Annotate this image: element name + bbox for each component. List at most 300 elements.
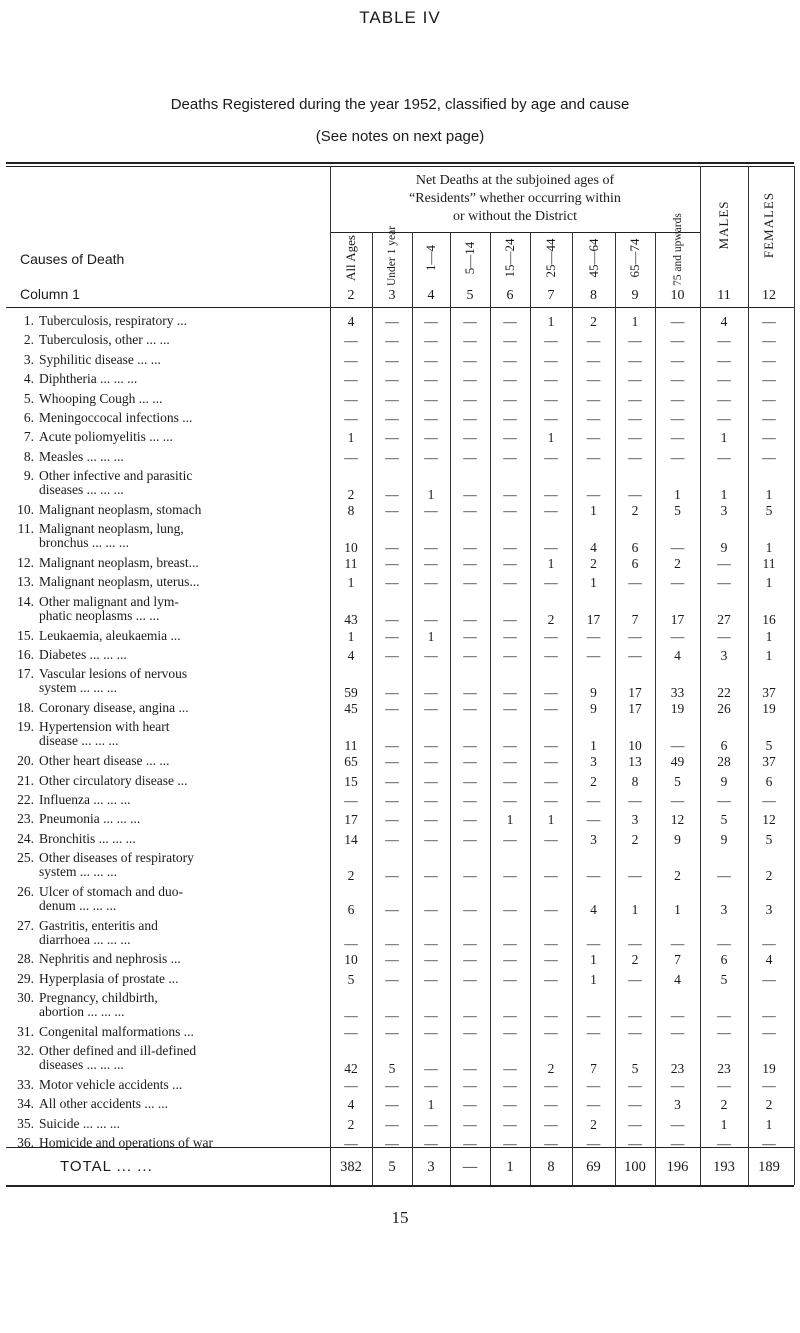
total-cell: 3	[427, 1159, 435, 1175]
table-cell: —	[344, 935, 358, 951]
table-cell: —	[503, 411, 517, 426]
cause-text: Coronary disease, angina ...	[39, 700, 189, 715]
table-cell: —	[717, 935, 731, 951]
table-cell: —	[385, 391, 399, 407]
cause-label	[12, 595, 332, 623]
table-cell: —	[463, 575, 477, 591]
table-cell: 3	[765, 902, 773, 918]
table-cell: —	[717, 449, 731, 465]
table-cell: —	[344, 391, 358, 407]
cause-text: Meningoccocal infections ...	[39, 410, 193, 425]
table-cell: 14	[344, 831, 358, 847]
table-cell: 1	[674, 902, 681, 918]
cause-text: diseases ... ... ...	[39, 482, 124, 498]
table-cell: —	[463, 411, 477, 426]
cause-number: 33.	[17, 1076, 34, 1092]
table-cell: —	[503, 935, 517, 951]
table-cell: 9	[720, 773, 728, 789]
cause-text: phatic neoplasms ... ...	[39, 607, 160, 623]
cause-label	[12, 1136, 332, 1150]
table-cell: 2	[590, 773, 597, 789]
cause-number: 19.	[17, 719, 34, 735]
cause-text: Diphtheria ... ... ...	[39, 371, 138, 387]
cause-text: Other heart disease ... ...	[39, 753, 170, 769]
table-cell: —	[717, 792, 731, 808]
cause-text: Other diseases of respiratory	[39, 850, 194, 866]
table-cell: —	[463, 539, 477, 555]
table-cell: 13	[628, 754, 642, 770]
table-cell: —	[344, 449, 358, 465]
table-cell: —	[670, 575, 685, 591]
cause-text: Diabetes ... ... ...	[39, 646, 127, 662]
column-header-7: 25—44	[543, 238, 558, 278]
table-cell: —	[424, 1061, 438, 1077]
cause-label	[12, 952, 332, 966]
table-cell: —	[385, 971, 399, 987]
table-cell: —	[385, 411, 399, 426]
cause-label	[12, 1025, 332, 1039]
table-cell: —	[503, 754, 517, 770]
table-cell: 4	[765, 952, 773, 968]
table-cell: 2	[590, 1116, 597, 1132]
total-cell: —	[462, 1159, 478, 1175]
total-cell: 69	[586, 1159, 601, 1175]
cause-text: Other circulatory disease ...	[39, 772, 188, 788]
column-header-3: Under 1 year	[386, 225, 398, 286]
table-cell: 4	[674, 971, 681, 987]
table-cell: —	[385, 792, 399, 808]
table-cell: —	[544, 372, 558, 388]
cause-text: Malignant neoplasm, uterus...	[39, 574, 200, 590]
total-cell: 382	[340, 1159, 362, 1175]
column-number-2: 2	[347, 288, 355, 303]
table-cell: —	[344, 333, 358, 349]
table-cell: 2	[547, 612, 555, 628]
table-cell: —	[463, 628, 477, 644]
table-cell: —	[628, 1024, 642, 1040]
table-note: (See notes on next page)	[315, 128, 485, 145]
total-cell: 8	[547, 1159, 555, 1175]
table-cell: —	[385, 502, 399, 518]
cause-number: 4.	[23, 371, 34, 387]
table-cell: —	[586, 1097, 601, 1113]
table-cell: —	[463, 1116, 477, 1132]
column-header-5: 5—14	[462, 241, 477, 275]
table-cell: —	[424, 812, 438, 828]
column-header-10: 75 and upwards	[671, 213, 684, 286]
table-cell: 2	[674, 868, 681, 884]
cause-label	[12, 556, 332, 570]
table-cell: —	[503, 352, 517, 368]
cause-label	[12, 774, 332, 788]
table-cell: —	[503, 902, 517, 918]
table-cell: —	[424, 333, 438, 349]
table-cell: —	[717, 1024, 731, 1040]
table-cell: 1	[506, 812, 514, 828]
table-cell: —	[717, 352, 731, 368]
table-cell: —	[503, 647, 517, 663]
table-cell: 17	[628, 684, 642, 700]
table-cell: —	[628, 1077, 642, 1093]
table-cell: 65	[344, 754, 358, 770]
table-cell: —	[463, 952, 477, 968]
table-cell: —	[586, 486, 601, 502]
table-cell: —	[586, 352, 601, 368]
table-cell: —	[503, 1008, 517, 1024]
table-cell: —	[586, 1077, 601, 1093]
table-cell: —	[717, 391, 731, 407]
table-cell: —	[463, 1061, 477, 1077]
table-cell: 1	[765, 486, 773, 502]
table-cell: —	[344, 792, 358, 808]
table-cell: 3	[590, 831, 597, 847]
table-cell: —	[717, 868, 731, 884]
cause-text: abortion ... ... ...	[39, 1004, 125, 1019]
table-cell: 4	[590, 539, 597, 555]
table-cell: —	[385, 831, 399, 847]
table-cell: —	[424, 502, 438, 518]
cause-number: 14.	[17, 593, 34, 609]
table-cell: —	[544, 792, 558, 808]
table-cell: —	[344, 1077, 358, 1093]
table-cell: —	[463, 430, 477, 446]
table-cell: —	[463, 773, 477, 789]
column-divider	[655, 232, 656, 1185]
page-number: 15	[391, 1208, 409, 1227]
table-cell: —	[385, 812, 399, 828]
total-cell: 189	[758, 1159, 780, 1175]
table-cell: 2	[674, 556, 681, 571]
table-cell: 8	[347, 502, 355, 518]
table-cell: —	[463, 352, 477, 368]
table-cell: —	[762, 449, 776, 465]
cause-number: 16.	[17, 646, 34, 662]
column-header-8: 45—64	[585, 238, 601, 278]
table-bottom-rule	[6, 1185, 794, 1187]
table-cell: 6	[720, 952, 728, 968]
cause-number: 9.	[23, 468, 34, 484]
table-cell: —	[385, 430, 399, 446]
table-cell: —	[628, 935, 642, 951]
table-cell: —	[344, 372, 358, 388]
table-cell: 27	[717, 612, 731, 628]
table-cell: —	[628, 1008, 642, 1024]
cause-text: bronchus ... ... ...	[39, 535, 129, 551]
table-cell: 1	[674, 486, 681, 502]
table-cell: —	[424, 1116, 438, 1132]
table-cell: —	[503, 575, 517, 591]
cause-label	[12, 919, 332, 947]
cause-number: 22.	[17, 791, 34, 807]
table-cell: —	[463, 1136, 477, 1151]
table-cell: 2	[765, 1097, 773, 1113]
table-cell: 3	[674, 1097, 681, 1113]
cause-label	[12, 648, 332, 662]
table-cell: —	[424, 647, 438, 663]
table-cell: 5	[674, 773, 681, 789]
table-cell: 7	[590, 1061, 597, 1077]
cause-text: Acute poliomyelitis ... ...	[39, 429, 173, 445]
cause-number: 29.	[17, 970, 34, 986]
cause-text: Motor vehicle accidents ...	[39, 1076, 183, 1092]
column-number-8: 8	[590, 288, 597, 303]
cause-label	[12, 754, 332, 768]
table-cell: 4	[674, 647, 681, 663]
cause-text: Hyperplasia of prostate ...	[39, 970, 179, 986]
table-cell: —	[503, 701, 517, 716]
table-cell: 17	[670, 612, 685, 628]
table-cell: 4	[720, 314, 728, 329]
cause-number: 1.	[23, 313, 34, 328]
table-cell: —	[463, 1024, 477, 1040]
cause-number: 13.	[17, 574, 34, 590]
table-cell: —	[762, 333, 776, 349]
table-cell: —	[463, 971, 477, 987]
table-cell: —	[670, 1008, 685, 1024]
table-cell: —	[717, 556, 731, 571]
table-cell: 2	[347, 868, 355, 884]
table-cell: 1	[765, 1116, 773, 1132]
table-cell: —	[424, 868, 438, 884]
table-cell: —	[503, 628, 517, 644]
cause-label	[12, 333, 332, 347]
table-cell: —	[344, 1024, 358, 1040]
table-cell: —	[670, 737, 685, 753]
column-number-4: 4	[427, 288, 435, 303]
table-cell: —	[503, 486, 517, 502]
cause-label	[12, 832, 332, 846]
table-cell: —	[385, 314, 399, 329]
cause-label	[12, 372, 332, 386]
table-cell: —	[544, 502, 558, 518]
cause-label	[12, 851, 332, 879]
cause-number: 35.	[17, 1115, 34, 1131]
table-cell: —	[424, 314, 438, 329]
table-cell: —	[463, 556, 477, 571]
table-cell: 1	[590, 575, 597, 591]
column-number-12: 12	[762, 288, 776, 303]
table-cell: 1	[590, 971, 597, 987]
total-cell: 1	[506, 1159, 514, 1175]
table-cell: —	[544, 737, 558, 753]
table-cell: 1	[427, 486, 435, 502]
table-cell: 3	[720, 647, 728, 663]
table-cell: 2	[347, 486, 355, 502]
table-cell: —	[385, 372, 399, 388]
table-cell: —	[385, 1097, 399, 1113]
table-cell: —	[762, 1008, 776, 1024]
cause-text: Malignant neoplasm, lung,	[39, 521, 184, 537]
column-header-12: FEMALES	[761, 191, 776, 259]
table-cell: —	[385, 628, 399, 644]
cause-number: 18.	[17, 700, 34, 715]
cause-label	[12, 430, 332, 444]
cause-text: Other malignant and lym-	[39, 593, 179, 609]
table-cell: —	[424, 556, 438, 571]
table-cell: —	[424, 612, 438, 628]
table-cell: —	[762, 411, 776, 426]
cause-label	[12, 392, 332, 406]
table-cell: 1	[347, 430, 355, 446]
table-cell: —	[463, 935, 477, 951]
table-cell: —	[385, 935, 399, 951]
table-cell: —	[344, 1136, 358, 1151]
table-cell: 11	[762, 556, 776, 571]
table-cell: 5	[720, 971, 728, 987]
table-cell: 4	[347, 314, 355, 329]
table-cell: —	[670, 539, 685, 555]
table-cell: —	[717, 628, 731, 644]
table-cell: —	[503, 952, 517, 968]
table-cell: —	[586, 868, 601, 884]
table-cell: —	[544, 647, 558, 663]
cause-text: Gastritis, enteritis and	[39, 917, 158, 933]
cause-number: 23.	[17, 811, 34, 827]
cause-text: Other defined and ill-defined	[39, 1043, 197, 1059]
cause-number: 17.	[17, 666, 34, 682]
table-cell: 16	[762, 612, 776, 628]
table-cell: —	[385, 449, 399, 465]
cause-label	[12, 522, 332, 550]
table-cell: —	[424, 737, 438, 753]
column-label: Column 1	[20, 286, 80, 302]
column-number-10: 10	[670, 288, 685, 303]
table-cell: 2	[631, 831, 639, 847]
total-cell: 5	[388, 1159, 396, 1175]
cause-number: 30.	[17, 990, 34, 1005]
table-cell: —	[463, 612, 477, 628]
table-cell: 23	[717, 1061, 731, 1077]
table-cell: 6	[720, 737, 728, 753]
table-cell: —	[628, 372, 642, 388]
cause-label	[12, 1044, 332, 1072]
table-cell: 2	[631, 952, 639, 968]
table-cell: —	[503, 430, 517, 446]
table-cell: —	[670, 430, 685, 446]
table-cell: —	[670, 792, 685, 808]
cause-label	[12, 1078, 332, 1092]
column-number-3: 3	[388, 288, 396, 303]
table-cell: —	[762, 1136, 776, 1151]
table-cell: —	[628, 971, 642, 987]
cause-text: Syphilitic disease ... ...	[39, 351, 161, 367]
table-cell: 45	[344, 701, 358, 716]
table-cell: —	[544, 449, 558, 465]
cause-number: 26.	[17, 883, 34, 899]
table-cell: —	[628, 430, 642, 446]
table-cell: —	[344, 1008, 358, 1024]
cause-label	[12, 720, 332, 748]
table-cell: —	[544, 1136, 558, 1151]
table-cell: —	[385, 701, 399, 716]
cause-text: Leukaemia, aleukaemia ...	[39, 627, 181, 643]
table-cell: —	[544, 1097, 558, 1113]
table-cell: —	[544, 628, 558, 644]
cause-label	[12, 469, 332, 497]
table-cell: —	[503, 333, 517, 349]
table-cell: 12	[762, 812, 776, 828]
column-number-7: 7	[547, 288, 555, 303]
table-cell: —	[544, 952, 558, 968]
cause-number: 12.	[17, 555, 34, 570]
causes-header: Causes of Death	[20, 251, 125, 267]
table-cell: 23	[670, 1061, 685, 1077]
cause-number: 10.	[17, 501, 34, 517]
table-cell: 6	[631, 556, 639, 571]
cause-text: denum ... ... ...	[39, 897, 117, 913]
cause-number: 34.	[17, 1096, 34, 1112]
table-cell: —	[424, 792, 438, 808]
table-cell: 19	[762, 701, 776, 716]
table-cell: —	[385, 1136, 399, 1151]
table-cell: —	[385, 902, 399, 918]
cause-number: 3.	[23, 351, 34, 367]
table-cell: —	[503, 449, 517, 465]
table-cell: —	[503, 868, 517, 884]
table-cell: —	[424, 1136, 438, 1151]
column-divider	[700, 166, 701, 1185]
cause-text: Suicide ... ... ...	[39, 1115, 120, 1131]
table-cell: —	[544, 352, 558, 368]
column-header-9: 65—74	[627, 238, 642, 278]
table-cell: —	[670, 628, 685, 644]
cause-text: Vascular lesions of nervous	[39, 666, 188, 682]
table-cell: —	[762, 971, 776, 987]
table-cell: 5	[765, 831, 773, 847]
cause-text: Pregnancy, childbirth,	[39, 990, 158, 1005]
cause-text: Whooping Cough ... ...	[39, 390, 163, 406]
table-cell: 1	[590, 502, 597, 518]
table-cell: 5	[631, 1061, 639, 1077]
cause-number: 2.	[23, 332, 34, 348]
table-cell: 9	[590, 701, 597, 716]
table-cell: 3	[720, 902, 728, 918]
table-cell: —	[385, 352, 399, 368]
cause-number: 27.	[17, 917, 34, 933]
table-cell: —	[503, 391, 517, 407]
column-number-11: 11	[717, 288, 731, 303]
table-cell: —	[503, 1024, 517, 1040]
cause-number: 25.	[17, 850, 34, 866]
table-cell: —	[463, 868, 477, 884]
table-cell: 5	[765, 737, 773, 753]
table-cell: 11	[344, 737, 358, 753]
cause-label	[12, 450, 332, 464]
table-caption: Deaths Registered during the year 1952, classified by age and cause	[170, 96, 630, 113]
table-cell: —	[544, 935, 558, 951]
table-cell: —	[463, 486, 477, 502]
table-cell: —	[586, 449, 601, 465]
table-cell: —	[628, 868, 642, 884]
table-cell: —	[463, 701, 477, 716]
table-cell: —	[424, 352, 438, 368]
table-cell: —	[424, 1077, 438, 1093]
table-cell: —	[586, 372, 601, 388]
table-cell: —	[503, 314, 517, 329]
table-cell: 26	[717, 701, 731, 716]
table-cell: —	[544, 831, 558, 847]
table-cell: —	[463, 502, 477, 518]
table-cell: 2	[720, 1097, 728, 1113]
table-top-rule	[6, 162, 794, 164]
column-header-2: All Ages	[343, 235, 358, 281]
cause-text: Malignant neoplasm, breast...	[39, 555, 199, 570]
table-cell: —	[670, 449, 685, 465]
table-cell: —	[544, 684, 558, 700]
table-cell: —	[586, 430, 601, 446]
table-cell: 1	[547, 556, 555, 571]
table-cell: —	[424, 575, 438, 591]
